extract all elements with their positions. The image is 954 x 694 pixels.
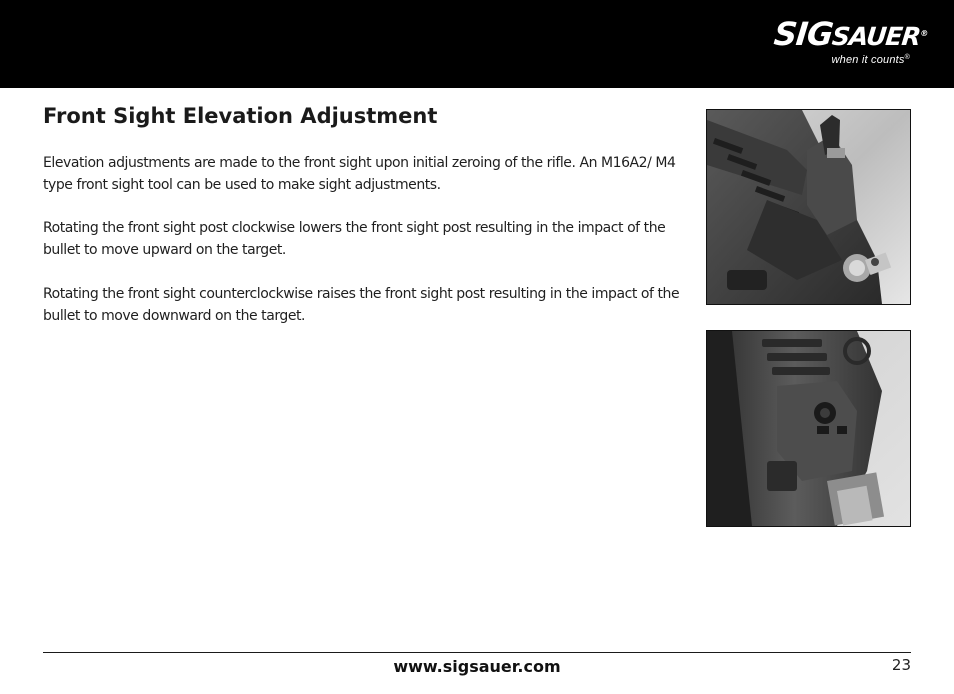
paragraph-elevation-intro: Elevation adjustments are made to the front sight upon initial zeroing of the rifle. An M16A2/ M4 type front sight tool can be used to make sight adjustments. (43, 155, 676, 193)
logo-sig: SIG (772, 15, 835, 53)
tagline-registered-mark: ® (904, 54, 910, 61)
front-sight-top-illustration (707, 331, 910, 526)
logo-tagline (774, 54, 910, 66)
tagline-text: when it counts (831, 54, 905, 66)
footer-divider (43, 652, 911, 653)
logo-registered-mark: ® (919, 29, 928, 38)
website-url: www.sigsauer.com (393, 657, 561, 676)
header-bar (0, 0, 954, 88)
paragraph-clockwise: Rotating the front sight post clockwise lowers the front sight post resulting in the impact of the bullet to move upward on the target. (43, 220, 666, 258)
front-sight-photo-top (706, 330, 911, 527)
paragraph-counterclockwise: Rotating the front sight counterclockwise raises the front sight post resulting in the impact of the bullet to move downward on the target. (43, 286, 680, 324)
page-title: Front Sight Elevation Adjustment (43, 104, 438, 128)
logo-sauer: SAUER (830, 22, 922, 51)
page-number: 23 (891, 656, 911, 674)
front-sight-side-illustration (707, 110, 910, 304)
logo-wordmark (772, 15, 929, 53)
brand-logo (772, 15, 928, 66)
front-sight-photo-side (706, 109, 911, 305)
